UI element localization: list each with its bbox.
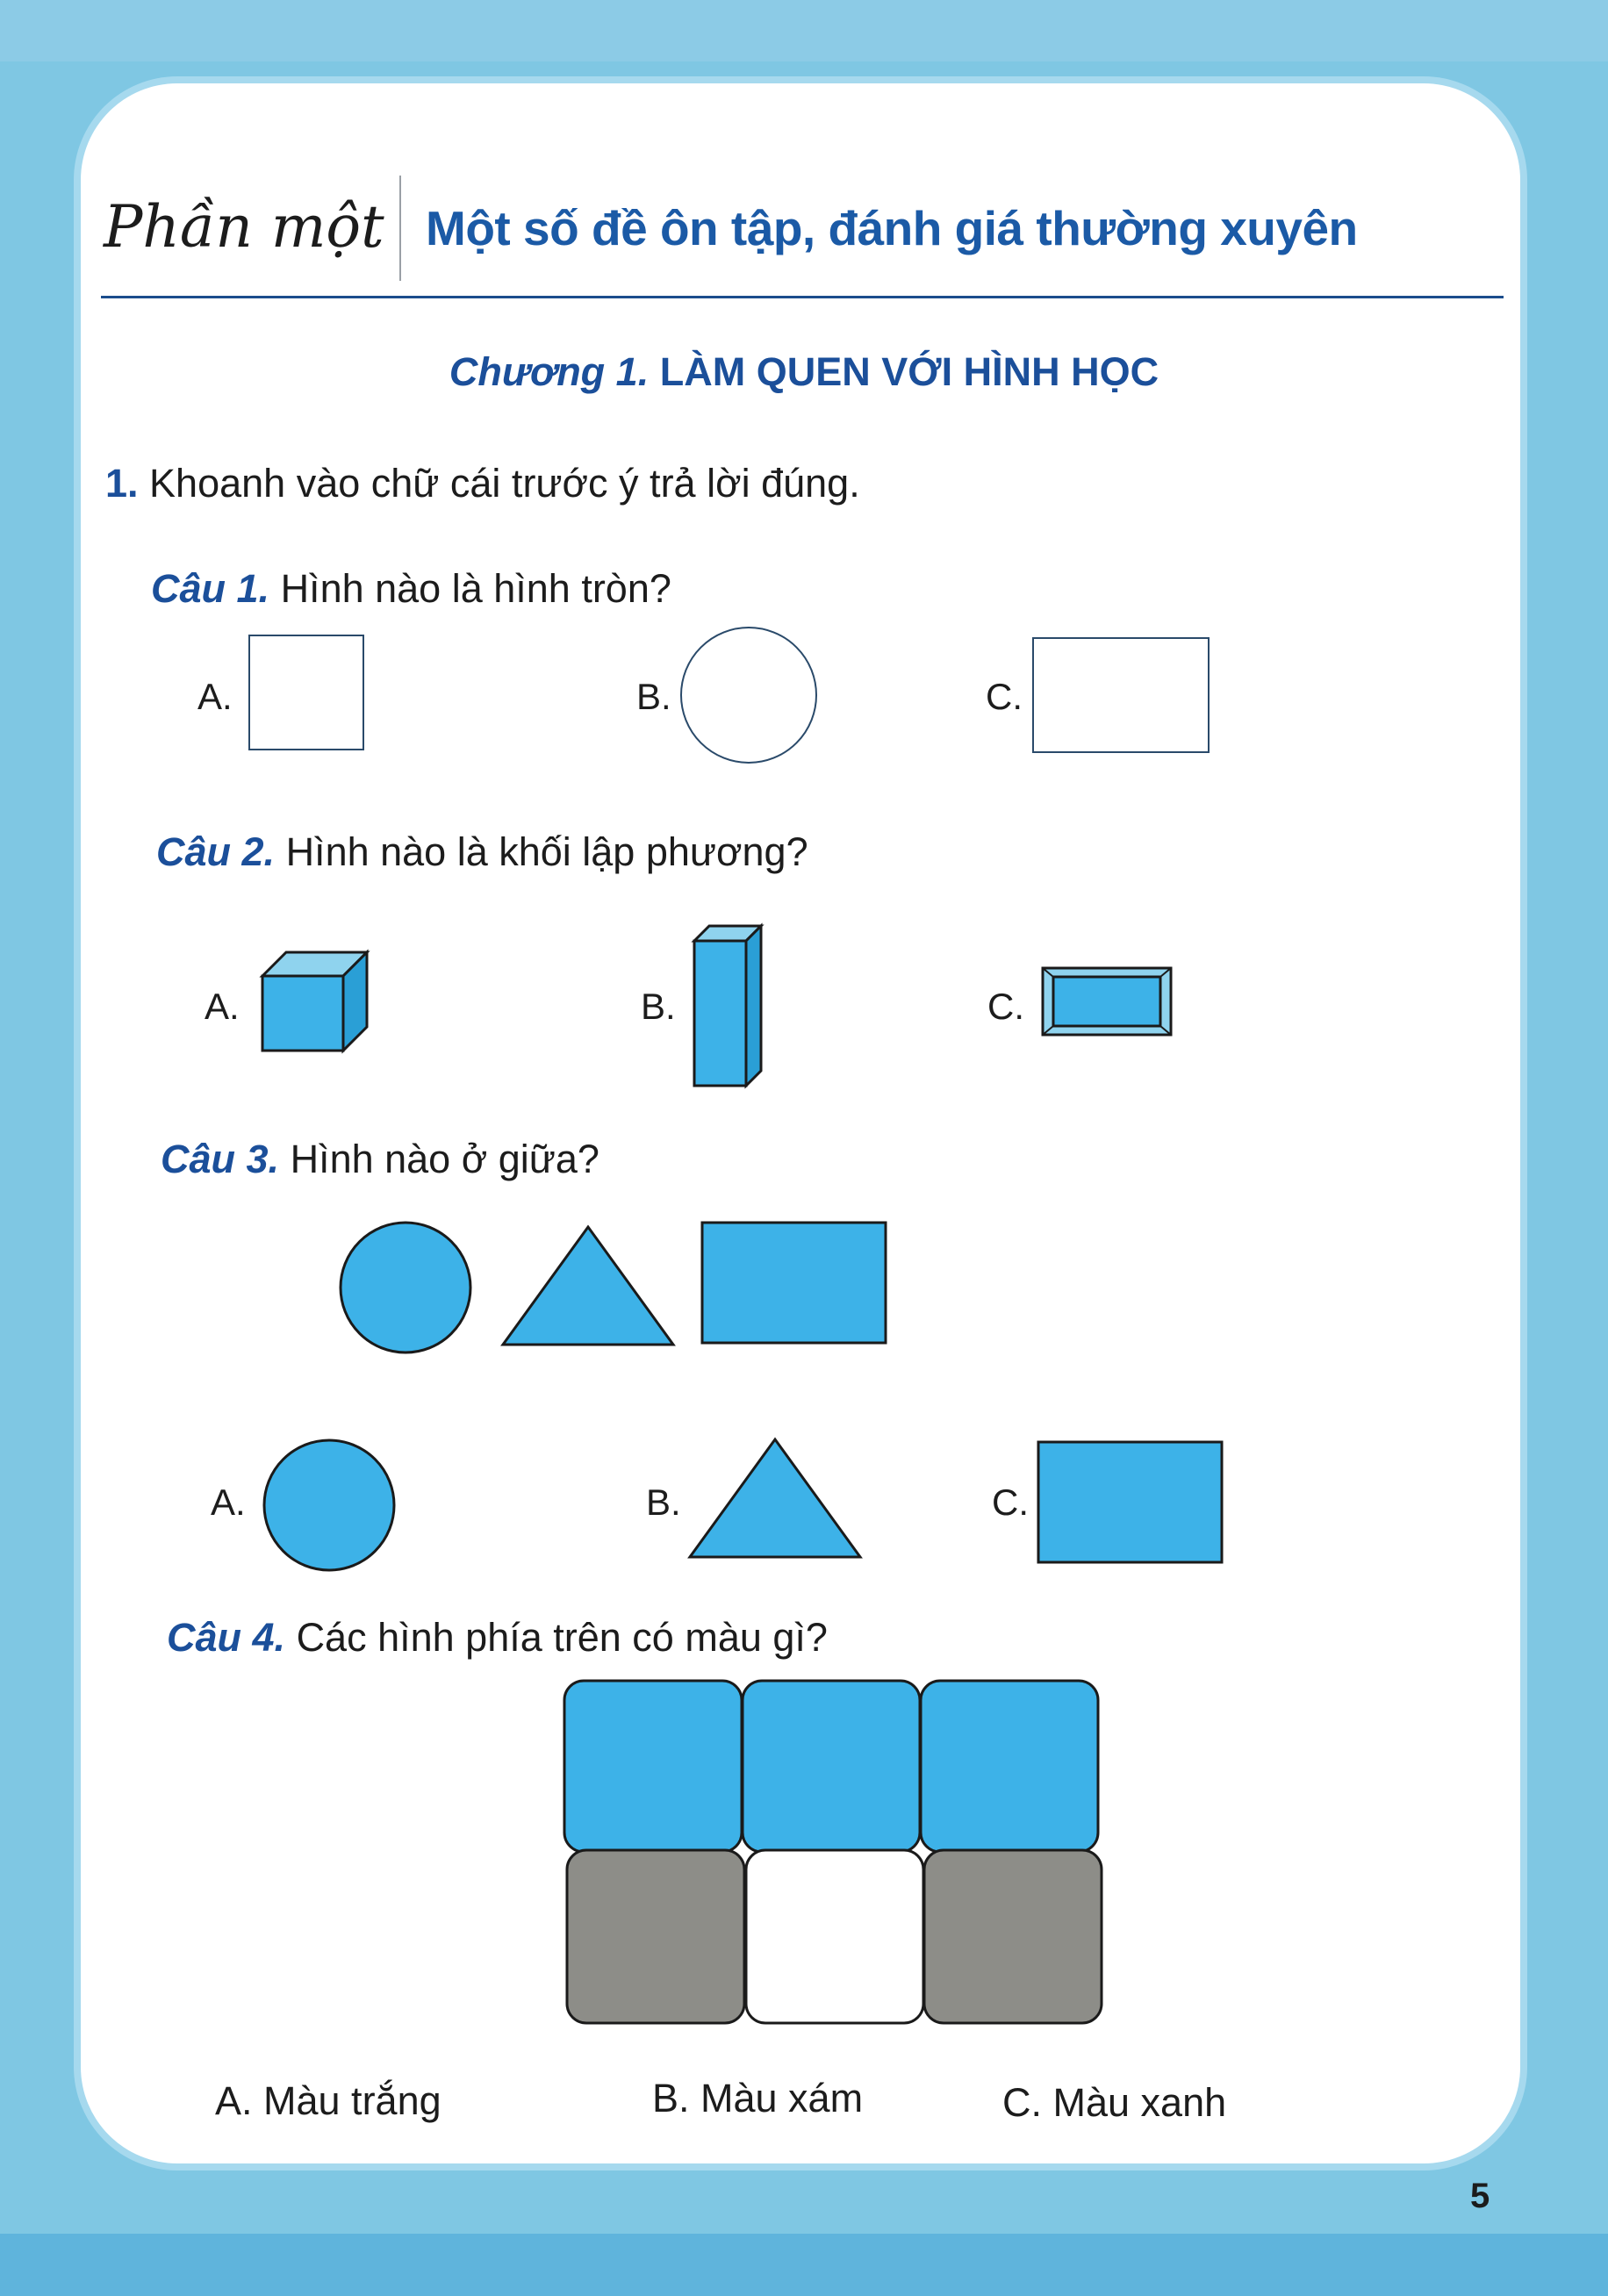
question-3-label: Câu 3. xyxy=(161,1137,280,1181)
task-text: Khoanh vào chữ cái trước ý trả lời đúng. xyxy=(149,461,860,506)
sequence-circle-icon xyxy=(338,1220,474,1356)
q3-option-b-label[interactable]: B. xyxy=(646,1482,681,1523)
tall-prism-icon xyxy=(692,923,764,1088)
bottom-border-band xyxy=(0,2234,1608,2296)
q4-answer-a[interactable]: A. Màu trắng xyxy=(215,2078,441,2123)
rectangle-icon xyxy=(1036,1439,1224,1565)
question-4-label: Câu 4. xyxy=(167,1615,286,1660)
q2-option-c-label[interactable]: C. xyxy=(987,986,1024,1027)
question-1-label: Câu 1. xyxy=(151,566,270,611)
question-1 xyxy=(151,566,671,612)
q4-answer-b[interactable]: B. Màu xám xyxy=(652,2076,864,2120)
header-rule xyxy=(101,296,1504,298)
flat-prism-icon xyxy=(1040,965,1174,1037)
circle-icon xyxy=(262,1438,398,1574)
page-title: Một số đề ôn tập, đánh giá thường xuyên xyxy=(426,201,1358,255)
q2-option-b-label[interactable]: B. xyxy=(641,986,676,1027)
question-4-text: Các hình phía trên có màu gì? xyxy=(296,1615,828,1660)
question-2-label: Câu 2. xyxy=(156,829,276,874)
page-number: 5 xyxy=(1470,2177,1490,2215)
chapter-title: LÀM QUEN VỚI HÌNH HỌC xyxy=(659,349,1159,394)
q1-option-c-label[interactable]: C. xyxy=(986,676,1023,717)
rectangle-icon xyxy=(1031,636,1211,755)
cube-icon xyxy=(260,950,370,1055)
circle-icon xyxy=(678,625,819,765)
part-label: Phần một xyxy=(104,193,384,261)
sequence-triangle-icon xyxy=(500,1224,676,1347)
question-1-text: Hình nào là hình tròn? xyxy=(280,566,671,611)
color-tiles-grid xyxy=(562,1678,1106,2029)
q2-option-a-label[interactable]: A. xyxy=(205,986,240,1027)
question-2-text: Hình nào là khối lập phương? xyxy=(285,829,808,874)
top-border-band xyxy=(0,0,1608,61)
q4-answer-c[interactable]: C. Màu xanh xyxy=(1002,2080,1227,2125)
triangle-icon xyxy=(687,1437,863,1560)
q3-option-c-label[interactable]: C. xyxy=(992,1482,1029,1523)
question-3-text: Hình nào ở giữa? xyxy=(290,1137,599,1181)
sequence-rectangle-icon xyxy=(700,1220,888,1345)
question-3 xyxy=(161,1137,599,1182)
q3-option-a-label[interactable]: A. xyxy=(211,1482,246,1523)
chapter-prefix: Chương 1. xyxy=(449,349,650,394)
chapter-heading xyxy=(0,349,1608,395)
header-divider xyxy=(399,176,401,281)
square-icon xyxy=(248,634,366,752)
q1-option-a-label[interactable]: A. xyxy=(197,676,233,717)
task-number: 1. xyxy=(105,461,139,506)
question-4 xyxy=(167,1615,828,1661)
task-instruction xyxy=(105,461,860,506)
q1-option-b-label[interactable]: B. xyxy=(636,676,671,717)
question-2 xyxy=(156,829,808,875)
